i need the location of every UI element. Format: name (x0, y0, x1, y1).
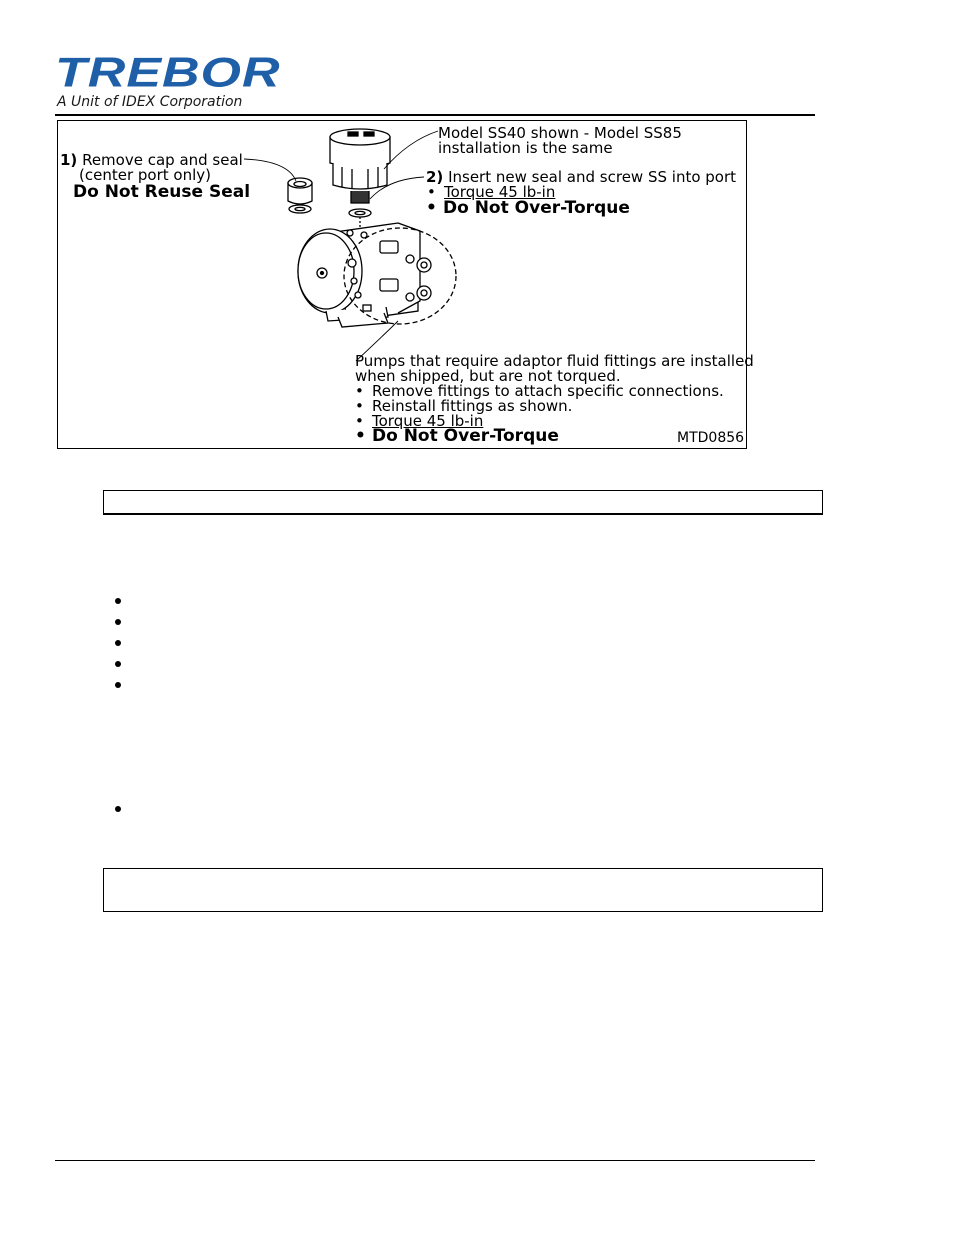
figure-id: MTD0856 (677, 430, 745, 446)
trebor-logo: TREBOR (55, 49, 281, 96)
step2-warning: Do Not Over-Torque (443, 198, 630, 218)
sensor-top (330, 129, 390, 145)
header-divider (55, 114, 815, 116)
logo-subtitle: A Unit of IDEX Corporation (57, 94, 243, 110)
list-item (115, 682, 121, 688)
installation-figure (57, 120, 754, 449)
list-item (115, 640, 121, 646)
step2-callout: 2) Insert new seal and screw SS into port • Torque 45 lb-in • Do Not Over-Torque (426, 170, 736, 216)
step2-torque-link[interactable]: Torque 45 lb-in (444, 183, 556, 201)
sensor-collar (333, 163, 387, 189)
list-item (115, 619, 121, 625)
model-callout: Model SS40 shown - Model SS85 installation is the same (438, 124, 682, 157)
footer-divider (55, 1160, 815, 1161)
sensor-thread (351, 191, 369, 203)
step1-callout: 1) Remove cap and seal (center port only) Do Not Reuse Seal (60, 151, 251, 202)
note-box (103, 868, 823, 912)
step1-warning: Do Not Reuse Seal (73, 182, 251, 202)
list-item (115, 661, 121, 667)
list-item (115, 806, 121, 812)
fittings-warning: Do Not Over-Torque (372, 426, 559, 446)
fittings-torque-link[interactable]: Torque 45 lb-in (372, 412, 484, 430)
fittings-callout: Pumps that require adaptor fluid fittings are installed when shipped, but are not torqued. • Remove fittings to attach specific connections. • Reinstall fittings as shown. • Torque 45 lb-in • Do Not Over-Torque (355, 354, 754, 444)
list-item (115, 598, 121, 604)
section-heading-box (103, 490, 823, 515)
